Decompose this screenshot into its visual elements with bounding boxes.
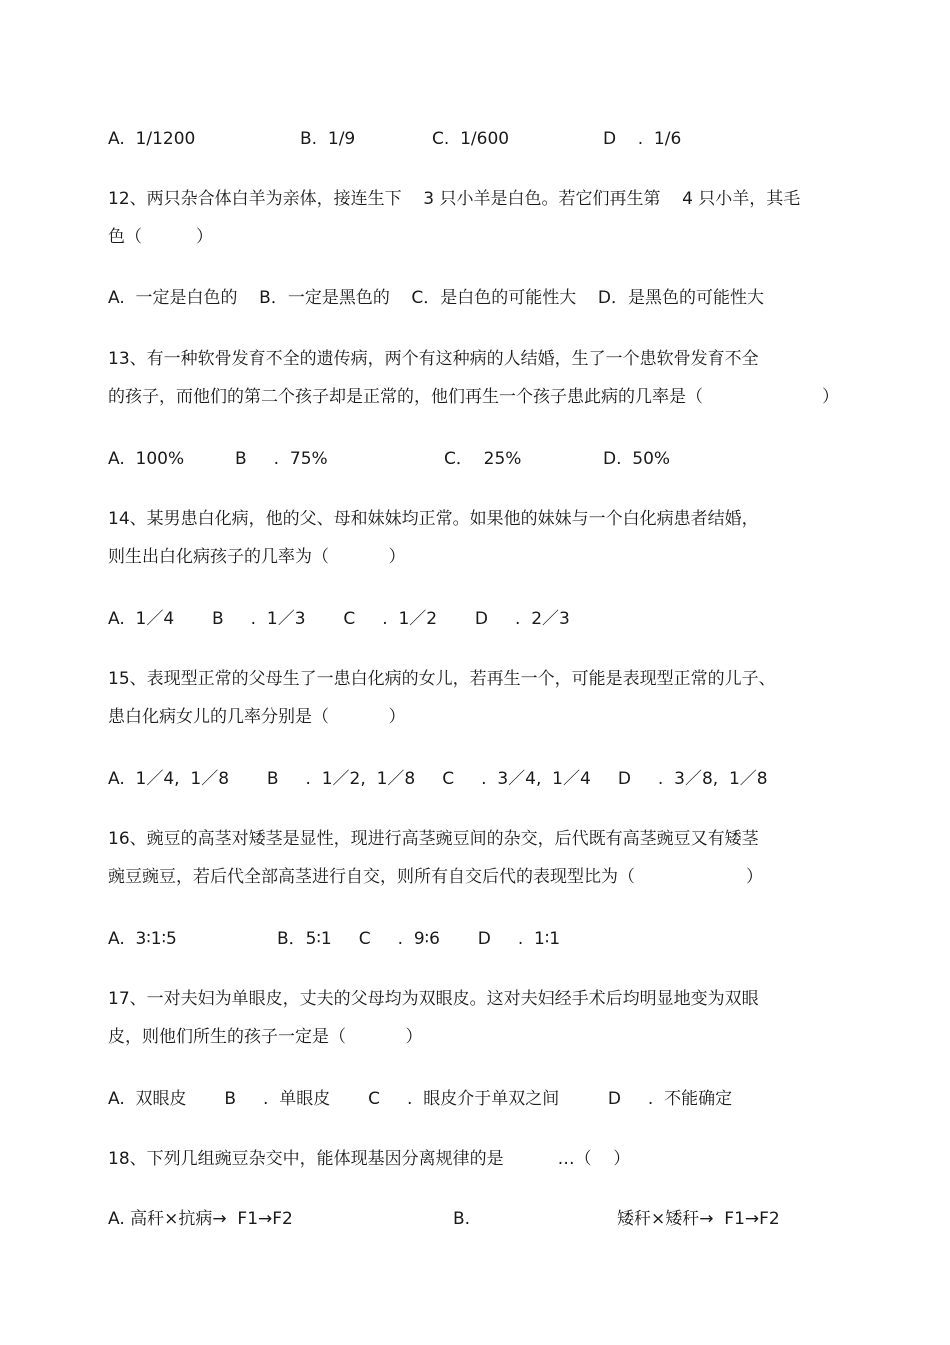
q13-stem-line-2: 的孩子，而他们的第二个孩子却是正常的，他们再生一个孩子患此病的几率是（ (108, 387, 703, 407)
q14-stem-line-2: 则生出白化病孩子的几率为（ ） (108, 547, 406, 567)
q14-stem-line-1: 14、某男患白化病，他的父、母和妹妹均正常。如果他的妹妹与一个白化病患者结婚， (108, 509, 759, 529)
q15-options: A. 1／4, 1／8 B . 1／2, 1／8 C . 3／4, 1／4 D . 3／8, 1／8 (108, 769, 768, 789)
q18-option-b-label: B. (453, 1209, 471, 1229)
q11-option-b: B. 1/9 (300, 129, 356, 149)
q16-stem-line-2: 豌豆豌豆，若后代全部高茎进行自交，则所有自交后代的表现型比为（ (108, 867, 635, 887)
q12-stem-line-2: 色（ ） (108, 227, 214, 247)
q12-options: A. 一定是白色的 B．一定是黑色的 C．是白色的可能性大 D．是黑色的可能性大 (108, 288, 765, 308)
q15-stem-line-2: 患白化病女儿的几率分别是（ ） (108, 707, 406, 727)
q13-option-d: D. 50% (603, 449, 671, 469)
q13-option-b: B . 75% (235, 449, 328, 469)
q16-option-a: A. 3∶1∶5 (108, 929, 177, 949)
q13-stem-line-1: 13、有一种软骨发育不全的遗传病，两个有这种病的人结婚，生了一个患软骨发育不全 (108, 349, 759, 369)
q16-stem-close: ） (746, 867, 763, 887)
q11-option-a: A. 1/1200 (108, 129, 196, 149)
q17-stem-line-2: 皮，则他们所生的孩子一定是（ ） (108, 1027, 423, 1047)
q17-stem-line-1: 17、一对夫妇为单眼皮，丈夫的父母均为双眼皮。这对夫妇经手术后均明显地变为双眼 (108, 989, 759, 1009)
q16-stem-line-1: 16、豌豆的高茎对矮茎是显性，现进行高茎豌豆间的杂交，后代既有高茎豌豆又有矮茎 (108, 829, 759, 849)
q18-option-b-text: 矮秆×矮秆→ F1→F2 (617, 1209, 780, 1229)
q17-options: A. 双眼皮 B . 单眼皮 C . 眼皮介于单双之间 D . 不能确定 (108, 1089, 733, 1109)
q11-option-d: D . 1/6 (603, 129, 682, 149)
q13-option-a: A. 100% (108, 449, 185, 469)
q12-stem-line-1: 12、两只杂合体白羊为亲体，接连生下 3 只小羊是白色。若它们再生第 4 只小羊，其毛 (108, 189, 801, 209)
q13-option-c: C． 25% (444, 449, 522, 469)
q14-options: A. 1／4 B . 1／3 C . 1／2 D . 2／3 (108, 609, 570, 629)
q18-stem: 18、下列几组豌豆杂交中，能体现基因分离规律的是 …（ ） (108, 1149, 631, 1169)
q18-option-a: A. 高秆×抗病→ F1→F2 (108, 1209, 293, 1229)
q16-option-b-d: B．5∶1 C . 9∶6 D . 1∶1 (277, 929, 561, 949)
q11-option-c: C. 1/600 (432, 129, 510, 149)
q15-stem-line-1: 15、表现型正常的父母生了一患白化病的女儿，若再生一个，可能是表现型正常的儿子、 (108, 669, 776, 689)
q13-stem-close: ） (822, 387, 839, 407)
